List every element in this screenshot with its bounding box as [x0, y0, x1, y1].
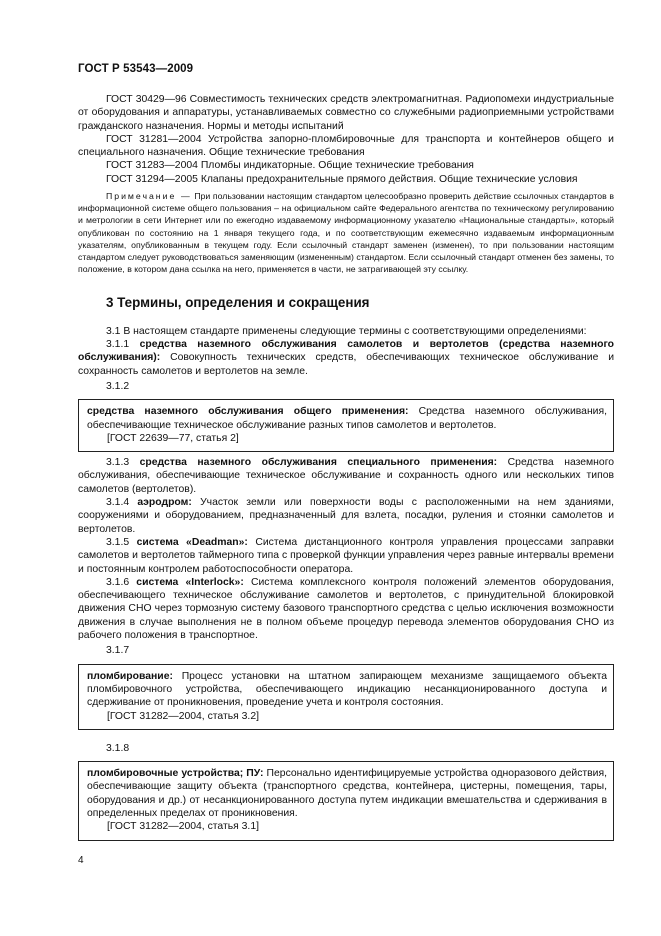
term-source: [ГОСТ 31282—2004, статья 3.1] — [107, 821, 259, 833]
term-number: 3.1.2 — [106, 380, 130, 392]
term-box-3-1-8: пломбировочные устройства; ПУ: Персонально идентифицируемые устройства одноразового действия, обеспечивающие защиту объекта (транспортного средства, контейнера, цистерны, помещения, тары, оборудования и др.) от несанкционированного доступа путем индикации вмешательства и сдерживания в определенных пределах от проникновения. [ГОСТ 31282—2004, статья 3.1] — [78, 761, 614, 840]
term-source: [ГОСТ 31282—2004, статья 3.2] — [107, 710, 259, 722]
page-number: 4 — [78, 855, 84, 866]
term-3-1-6: 3.1.6 система «Interlock»: Система комплексного контроля положений элементов оборудования, обеспечивающего техническое обслуживание самолетов и вертолетов, с принудительной блокировкой движения СНО через тормозную систему базового транспортного средства с целью исключения возможности движения в случае выполнения не в полном объеме процедур перевода элементов оборудования СНО из рабочего положения в транспортное. — [78, 576, 615, 642]
term-box-3-1-7: пломбирование: Процесс установки на штатном запирающем механизме защищаемого объекта пломбировочного устройства, обеспечивающего индикацию несанкционированного доступа и сдерживание от проникновения, проведение учета и контроля состояния. [ГОСТ 31282—2004, статья 3.2] — [78, 664, 614, 730]
reference-item: ГОСТ 30429—96 Совместимость технических средств электромагнитная. Радиопомехи индустриальные от оборудования и аппаратуры, устанавливаемых совместно со служебными радиоприемными устройствами гражданского назначения. Нормы и методы испытаний — [78, 94, 615, 132]
term-3-1-1: 3.1.1 средства наземного обслуживания самолетов и вертолетов (средства наземного обслуживания): Совокупность технических средств, обеспечивающих техническое обслуживание и сохранность самолетов и вертолетов на земле. — [78, 339, 615, 377]
note-text: При пользовании настоящим стандартом целесообразно проверить действие ссылочных стандартов в информационной системе общего пользования – на официальном сайте Федерального агентства по техническому регулированию и метрологии в сети Интернет или по ежегодно издаваемому информационному указателю «Национальные стандарты», который опубликован по состоянию на 1 января текущего года, и по соответствующим ежемесячно издаваемым информационным указателям, опубликованным в текущем году. Если ссылочный стандарт заменен (изменен), то при пользовании настоящим стандартом следует руководствоваться заменяющим (измененным) стандартом. Если ссылочный стандарт отменен без замены, то положение, в котором дана ссылка на него, применяется в части, не затрагивающей эту ссылку. — [78, 191, 614, 275]
term-source: [ГОСТ 22639—77, статья 2] — [107, 432, 239, 444]
reference-item: ГОСТ 31283—2004 Пломбы индикаторные. Общие технические требования — [106, 160, 474, 172]
document-body — [78, 93, 614, 845]
reference-item: ГОСТ 31294—2005 Клапаны предохранительные прямого действия. Общие технические условия — [106, 173, 578, 185]
term-box-3-1-2: средства наземного обслуживания общего применения: Средства наземного обслуживания, обеспечивающие техническое обслуживание разных типов самолетов и вертолетов. [ГОСТ 22639—77, статья 2] — [78, 399, 614, 452]
section-intro: 3.1 В настоящем стандарте применены следующие термины с соответствующими определениями: — [106, 325, 587, 337]
reference-item: ГОСТ 31281—2004 Устройства запорно-пломбировочные для транспорта и контейнеров общего и специального назначения. Общие технические требования — [78, 133, 614, 159]
term-number: 3.1.8 — [106, 742, 130, 754]
term-number: 3.1.7 — [106, 645, 130, 657]
note-label: Примечание — — [106, 191, 192, 202]
section-title: 3 Термины, определения и сокращения — [106, 294, 370, 310]
term-3-1-5: 3.1.5 система «Deadman»: Система дистанционного контроля управления процессами заправки самолетов и вертолетов таймерного типа с проверкой функции управления через равные интервалы времени и постоянным контролем работоспособности оператора. — [78, 536, 614, 575]
page-header: ГОСТ Р 53543—2009 — [78, 63, 194, 75]
term-3-1-4: 3.1.4 аэродром: Участок земли или поверхности воды с расположенными на нем зданиями, сооружениями и оборудованием, предназначенный для взлета, посадки, руления и стоянки самолетов и вертолетов. — [78, 497, 614, 535]
term-3-1-3: 3.1.3 средства наземного обслуживания специального применения: Средства наземного обслуживания, обеспечивающие техническое обслуживание и сохранность одного или нескольких типов самолетов (вертолетов). — [78, 457, 615, 495]
note — [78, 190, 614, 275]
